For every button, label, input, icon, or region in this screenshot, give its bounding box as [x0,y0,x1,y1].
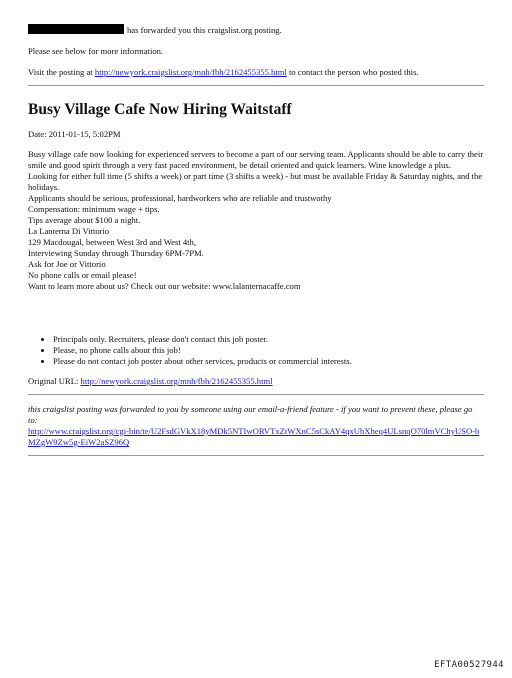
divider-bottom [28,455,484,456]
notice-item: • Please, no phone calls about this job! [53,345,484,356]
notice-item: • Principals only. Recruiters, please don't contact this job poster. [53,334,484,345]
footer-note: this craigslist posting was forwarded to you by someone using our email-a-friend feature - if you want to prevent these, please go to: [28,404,473,425]
visit-prefix: Visit the posting at [28,67,93,77]
body-line: Compensation: minimum wage + tips. [28,204,160,214]
email-page [28,24,484,456]
original-url-link[interactable]: http://newyork.craigslist.org/mnh/fbh/2162455355.html [80,376,273,386]
body-line: 129 Macdougal, between West 3rd and West 4th, [28,237,196,247]
forward-line [28,24,484,36]
visit-line [28,67,484,78]
visit-suffix: to contact the person who posted this. [288,67,419,77]
posting-link[interactable]: http://newyork.craigslist.org/mnh/fbh/2162455355.html [94,67,287,77]
body-line: La Lanterna Di Vittorio [28,226,110,236]
notices-list [28,334,484,367]
body-line: Want to learn more about us? Check out our website: www.lalanternacaffe.com [28,281,301,291]
forward-text: has forwarded you this craigslist.org posting. [127,25,282,35]
divider-top [28,85,484,86]
body-line: No phone calls or email please! [28,270,137,280]
unsubscribe-link[interactable]: http://www.craigslist.org/cgi-bin/te/U2FsdGVkX18yMDk5NTIwORVTxZtWXnC5sCkAY4qxUbXheq4ULsnqO70lmVChyUSO-bMZgW9Zw5g-EiW2aSZ96Q [28,426,480,447]
footer-note-block [28,404,484,448]
body-line: Busy village cafe now looking for experienced servers to become a part of our serving team. Applicants should be able to carry their smile and good spirit through a very fast paced environment, be detail oriented and quick learners. Wine knowledge a plus. [28,149,484,170]
notice-item: • Please do not contact job poster about other services, products or commercial interests. [53,356,484,367]
document-stamp: EFTA00527944 [434,660,504,670]
see-below-text: Please see below for more information. [28,46,164,56]
posting-body [28,149,484,292]
body-line: Looking for either full time (5 shifts a week) or part time (3 shifts a week) - but must be available Friday & Saturday nights, and the holidays. [28,171,483,192]
original-url-line [28,376,484,387]
body-line: Tips average about $100 a night. [28,215,141,225]
original-url-label: Original URL: [28,376,79,386]
redaction-bar [28,24,124,34]
body-line: Applicants should be serious, professional, hardworkers who are reliable and trustwothy [28,193,332,203]
body-line: Interviewing Sunday through Thursday 6PM-7PM. [28,248,204,258]
body-line: Ask for Joe or Vittorio [28,259,106,269]
posting-title: Busy Village Cafe Now Hiring Waitstaff [28,101,292,118]
divider-middle [28,394,484,395]
posting-date: Date: 2011-01-15, 5:02PM [28,129,121,139]
